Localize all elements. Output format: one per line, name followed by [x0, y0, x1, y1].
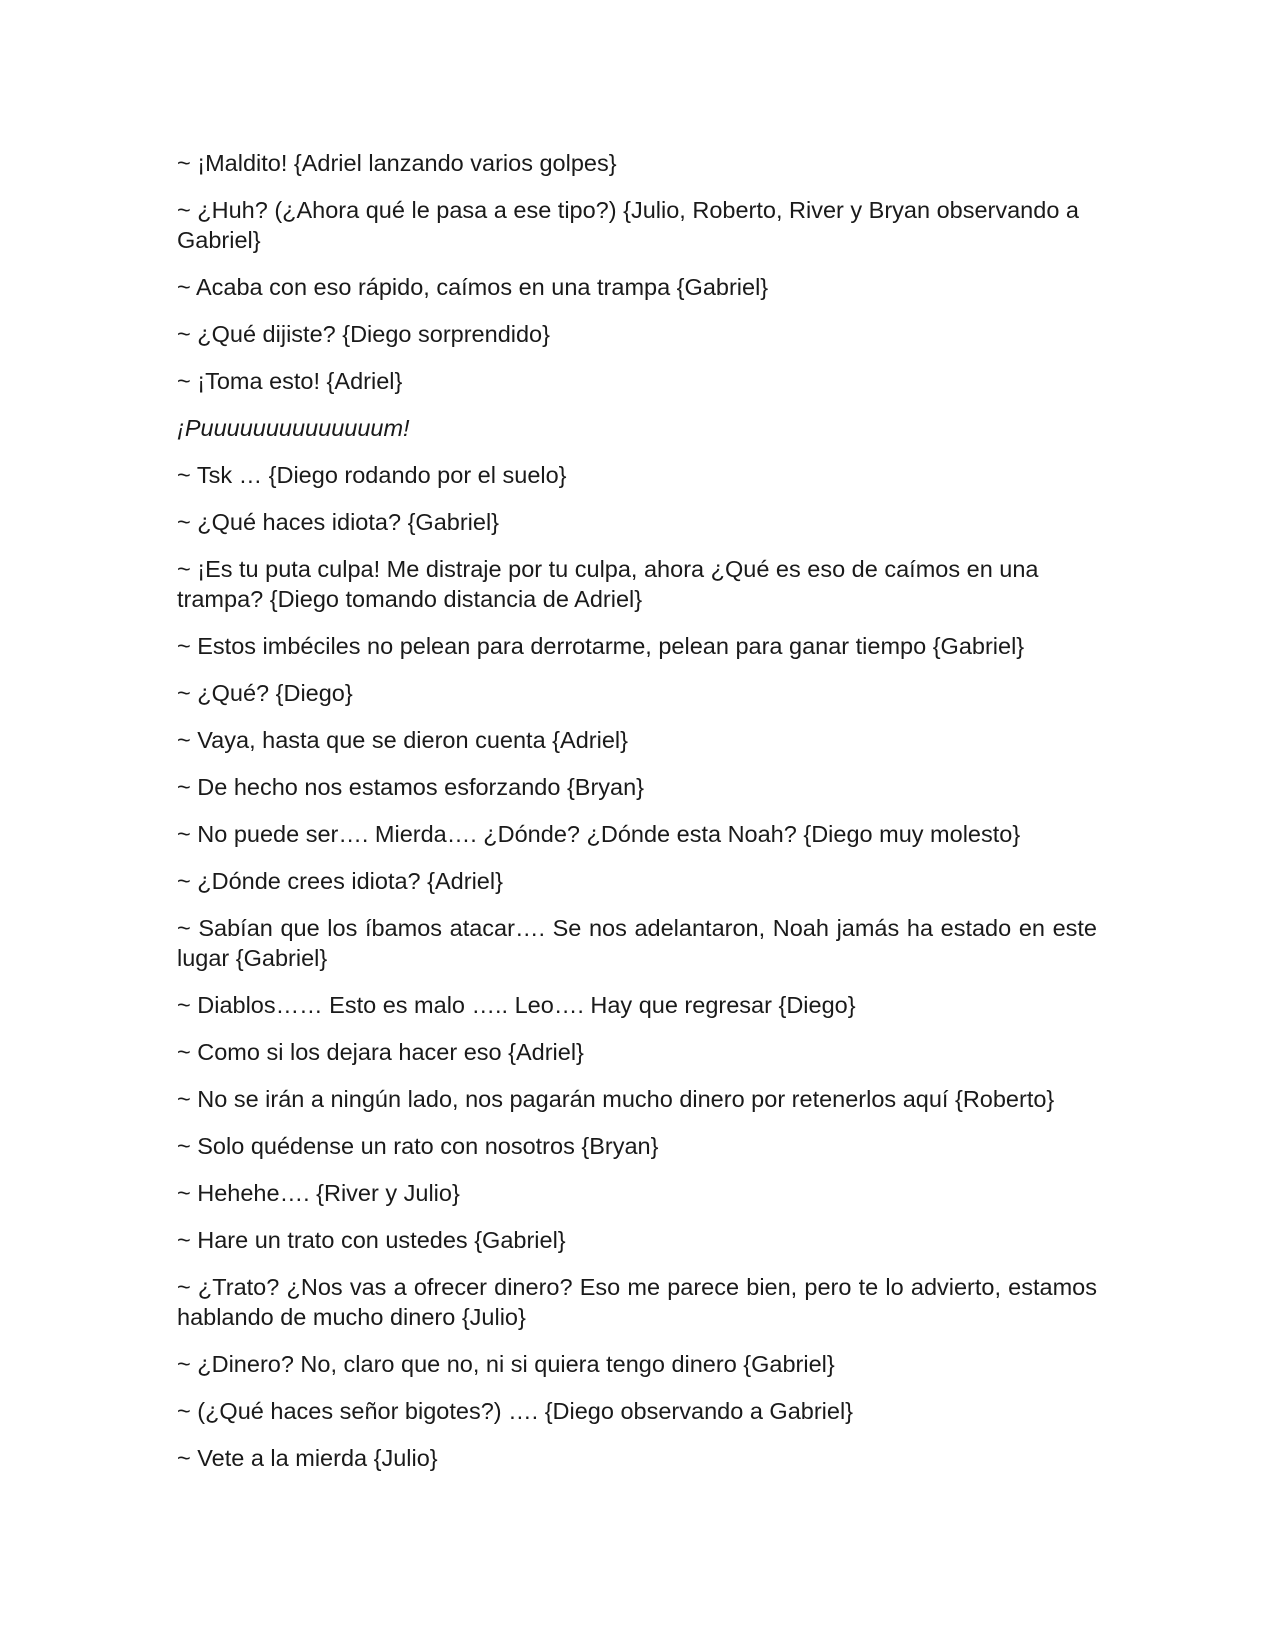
dialogue-line: ~ Diablos…… Esto es malo ….. Leo…. Hay que regresar {Diego}	[177, 992, 856, 1018]
dialogue-line: ~ De hecho nos estamos esforzando {Bryan}	[177, 774, 645, 800]
dialogue-line: ~ ¿Dónde crees idiota? {Adriel}	[177, 868, 503, 894]
dialogue-line: ~ ¡Es tu puta culpa! Me distraje por tu culpa, ahora ¿Qué es eso de caímos en una trampa? {Diego tomando distancia de Adriel}	[177, 556, 1039, 612]
document-body	[177, 148, 1097, 1490]
dialogue-line: ~ Hehehe…. {River y Julio}	[177, 1180, 460, 1206]
dialogue-line: ~ ¡Toma esto! {Adriel}	[177, 368, 403, 394]
dialogue-line: ~ Acaba con eso rápido, caímos en una trampa {Gabriel}	[177, 274, 769, 300]
dialogue-line: ~ ¿Trato? ¿Nos vas a ofrecer dinero? Eso me parece bien, pero te lo advierto, estamos hablando de mucho dinero {Julio}	[177, 1274, 1097, 1330]
dialogue-line: ~ No puede ser…. Mierda…. ¿Dónde? ¿Dónde esta Noah? {Diego muy molesto}	[177, 821, 1021, 847]
dialogue-line: ~ (¿Qué haces señor bigotes?) …. {Diego observando a Gabriel}	[177, 1398, 854, 1424]
dialogue-line: ~ Estos imbéciles no pelean para derrotarme, pelean para ganar tiempo {Gabriel}	[177, 633, 1025, 659]
dialogue-line: ~ ¿Qué? {Diego}	[177, 680, 353, 706]
dialogue-line: ~ ¿Dinero? No, claro que no, ni si quiera tengo dinero {Gabriel}	[177, 1351, 835, 1377]
dialogue-line: ~ Vete a la mierda {Julio}	[177, 1445, 438, 1471]
dialogue-line: ~ Tsk … {Diego rodando por el suelo}	[177, 462, 567, 488]
dialogue-line: ~ No se irán a ningún lado, nos pagarán mucho dinero por retenerlos aquí {Roberto}	[177, 1086, 1055, 1112]
dialogue-line: ~ Hare un trato con ustedes {Gabriel}	[177, 1227, 566, 1253]
dialogue-line: ~ Vaya, hasta que se dieron cuenta {Adriel}	[177, 727, 628, 753]
dialogue-line: ~ Como si los dejara hacer eso {Adriel}	[177, 1039, 584, 1065]
dialogue-line: ~ ¿Huh? (¿Ahora qué le pasa a ese tipo?) {Julio, Roberto, River y Bryan observando a Gabriel}	[177, 197, 1079, 253]
dialogue-line: ~ Sabían que los íbamos atacar…. Se nos adelantaron, Noah jamás ha estado en este lugar {Gabriel}	[177, 915, 1097, 971]
dialogue-line: ~ ¡Maldito! {Adriel lanzando varios golpes}	[177, 150, 617, 176]
dialogue-line: ~ ¿Qué haces idiota? {Gabriel}	[177, 509, 500, 535]
dialogue-line: ~ ¿Qué dijiste? {Diego sorprendido}	[177, 321, 550, 347]
dialogue-line: ~ Solo quédense un rato con nosotros {Bryan}	[177, 1133, 659, 1159]
sound-effect-line: ¡Puuuuuuuuuuuuuum!	[177, 415, 410, 441]
